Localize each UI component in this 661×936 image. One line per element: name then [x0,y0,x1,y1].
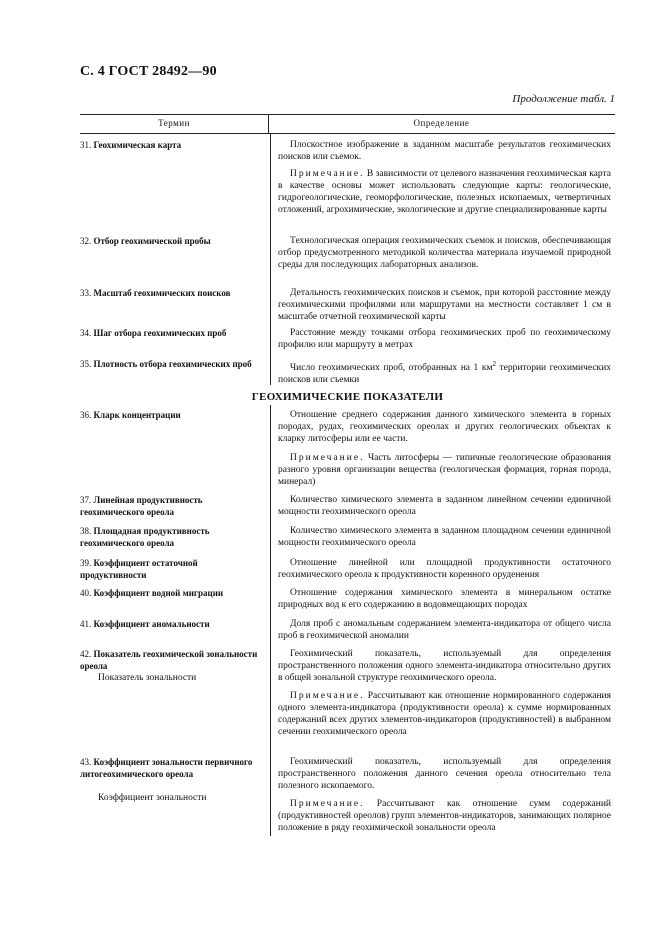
term-43-synonym: Коэффициент зональности [98,793,207,803]
term-33: 33. Масштаб геохимических поисков [80,288,231,298]
definition-34: Расстояние между точками отбора геохимических проб по геохимическому профилю или маршруту в метрах [278,328,611,350]
term-42-synonym: Показатель зональности [98,673,197,683]
note-42: Примечание. Рассчитывают как отношение нормированного содержания одного элемента-индикатора (продуктивности ореола) к сумме нормированных содержаний всех других элементов-индикаторов (продуктивностей) в выбранном сечении геохимического ореола [278,691,612,737]
definition-43: Геохимический показатель, используемый для определения пространственного положения данного сечения ореола относительно тела полезного ископаемого. [278,757,611,791]
term-38: 38. Площадная продуктивность геохимического ореола [80,526,210,548]
definition-42: Геохимический показатель, используемый для определения пространственного положения одного элемента-индикатора относительно других в общей зональной структуре геохимического ореола. [278,649,611,683]
section-title: ГЕОХИМИЧЕСКИЕ ПОКАЗАТЕЛИ [251,391,444,403]
table-continuation-label: Продолжение табл. 1 [512,93,615,105]
column-divider-upper [270,134,271,385]
definition-36: Отношение среднего содержания данного химического элемента в горных породах, рудах, геохимических ореолах и других геологических объектах к кларку литосферы или ее части. [278,410,611,444]
table-top-rule [80,114,615,115]
column-header-term: Термин [158,118,190,128]
definition-31: Плоскостное изображение в заданном масштабе результатов геохимических поисков или съемок. [278,140,611,162]
definition-39: Отношение линейной или площадной продуктивности остаточного геохимического ореола к продуктивности коренного оруденения [278,558,611,580]
definition-37: Количество химического элемента в заданном линейном сечении единичной мощности геохимического ореола [278,495,611,517]
note-36: Примечание. Часть литосферы — типичные геологические образования разного уровня организации вещества (геологическая формация, горная порода, минерал) [278,453,611,487]
column-divider-lower [270,405,271,836]
note-31: Примечание. В зависимости от целевого назначения геохимическая карта в качестве основы может использовать следующие карты: геологические, гидрогеологические, геоморфологические, полезных ископаемых, четвертичных отложений, агрохимические, экологические и другие специализированные карты [278,169,611,215]
term-32: 32. Отбор геохимической пробы [80,236,211,246]
column-header-definition: Определение [413,118,470,128]
definition-33: Детальность геохимических поисков и съемок, при которой расстояние между геохимическими профилями или маршрутами на местности составляет 1 см в масштабе отчетной геохимической карты [278,288,611,322]
definition-35: Число геохимических проб, отобранных на 1 $км^2$ территории геохимических поисков или съемки [278,360,611,386]
term-41: 41. Коэффициент аномальности [80,619,210,629]
term-35: 35. Плотность отбора геохимических проб [80,359,252,369]
term-34: 34. Шаг отбора геохимических проб [80,328,227,338]
definition-38: Количество химического элемента в заданном площадном сечении единичной мощности геохимического ореола [278,526,611,548]
note-43: Примечание. Рассчитывают как отношение сумм содержаний (продуктивностей ореолов) групп элементов-индикаторов, занимающих полярное положение в ряду геохимической зональности ореола [278,799,612,833]
term-37: 37. Линейная продуктивность геохимического ореола [80,495,203,517]
term-43: 43. Коэффициент зональности первичного литогеохимического ореола [80,757,253,779]
term-31: 31. Геохимическая карта [80,140,182,150]
term-39: 39. Коэффициент остаточной продуктивности [80,558,198,580]
definition-40: Отношение содержания химического элемента в минеральном остатке природных вод к его содержанию в водовмещающих породах [278,588,611,610]
definition-41: Доля проб с аномальным содержанием элемента-индикатора от общего числа проб в геохимической аномалии [278,619,611,641]
definition-32: Технологическая операция геохимических съемок и поисков, обеспечивающая отбор предусмотренного методикой количества материала изучаемой природной среды для последующих лабораторных анализов. [278,236,611,270]
term-40: 40. Коэффициент водной миграции [80,588,224,598]
page-header: С. 4 ГОСТ 28492—90 [80,64,217,79]
term-42: 42. Показатель геохимической зональности ореола [80,649,258,671]
term-36: 36. Кларк концентрации [80,410,181,420]
table-header-rule [80,133,615,134]
